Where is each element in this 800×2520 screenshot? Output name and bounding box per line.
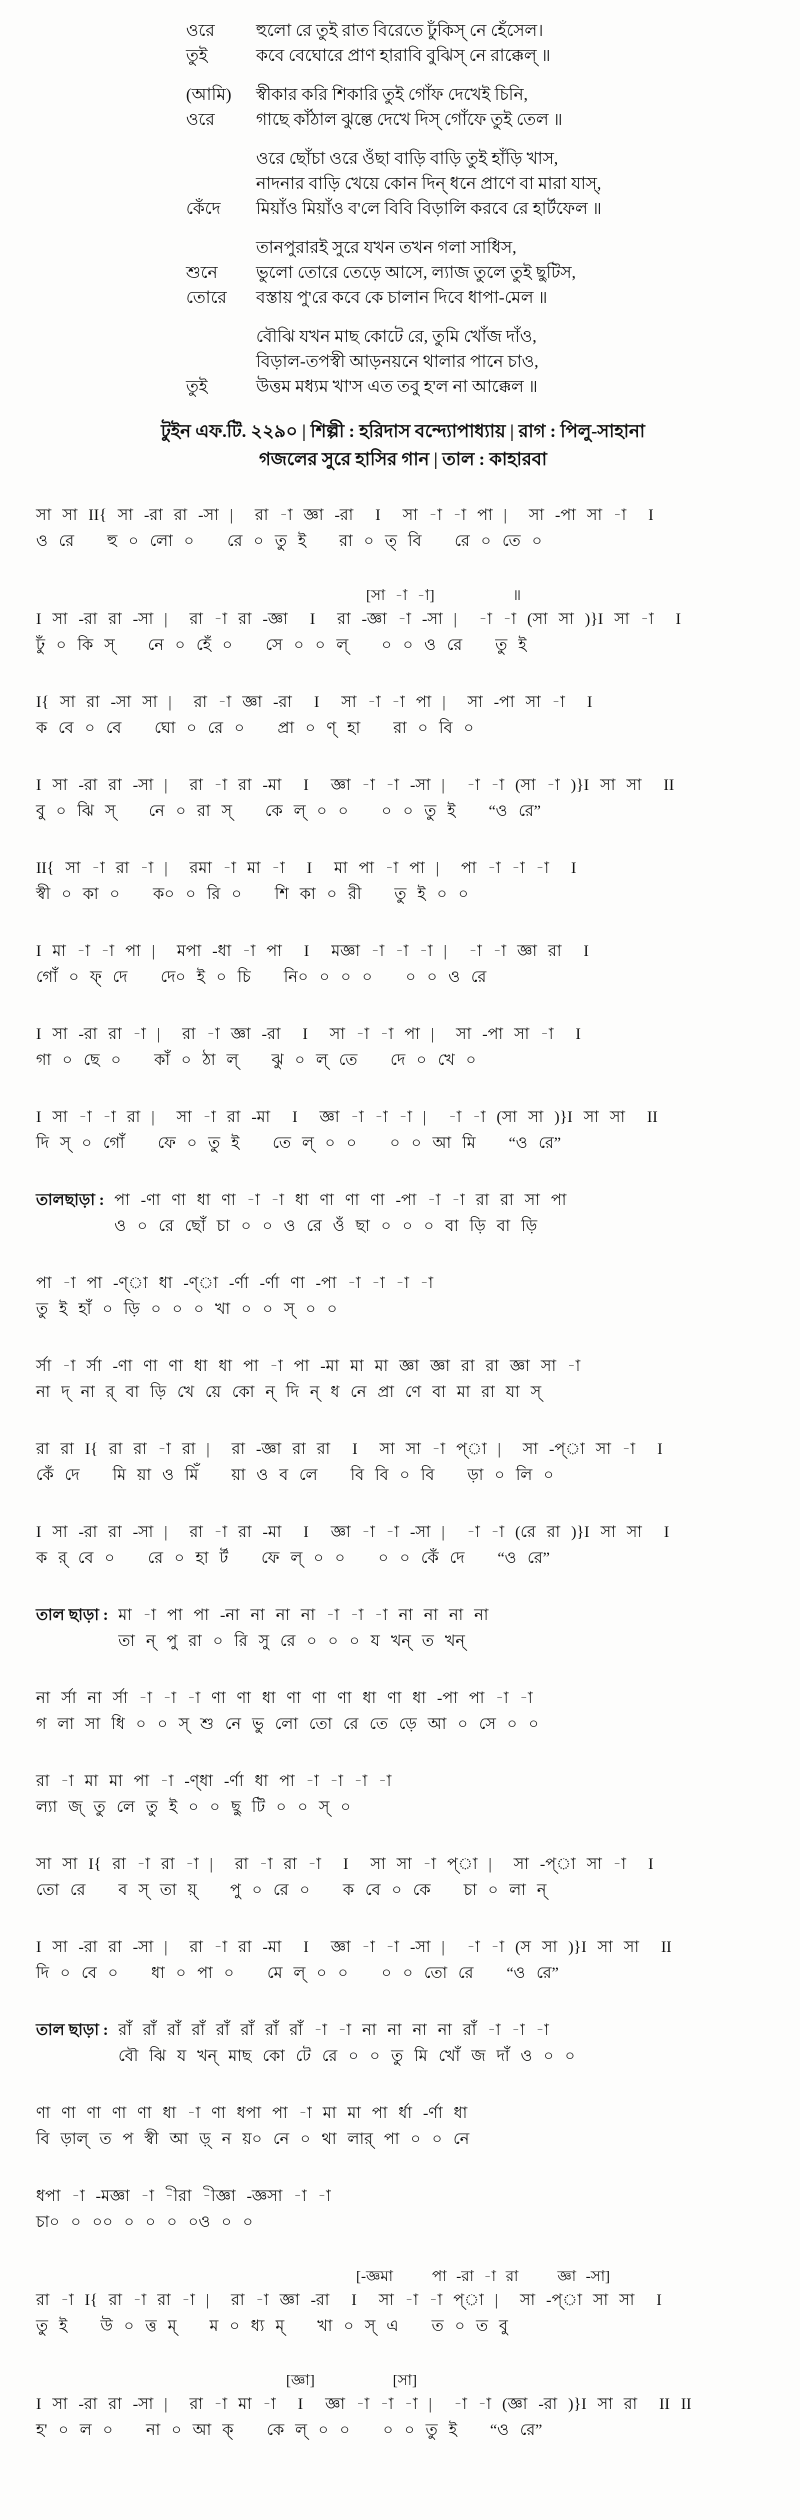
notation-notes-line: II{ সা -া রা -া | রমা -া মা -া I মা পা -া পা | পা -া -া -া I [36, 860, 577, 877]
notation-notes-line: I সা -রা রা -সা | রা -া রা -মা I জ্ঞা -া -া -সা | -া -া (স সা )}I সা সা II [36, 1939, 672, 1956]
notation-main [36, 1686, 770, 1738]
notation-syllable-line: বি ড়াল্ ত প স্বী আ ড়্ ন য়০ নে ০ থা লার্ পা ০ ০ নে [36, 2131, 470, 2148]
notation-block [36, 1105, 770, 1157]
notation-block [36, 503, 770, 555]
notation-block [36, 690, 770, 742]
lyric-line-text: মিয়াঁও মিয়াঁও ব'লে বিবি বিড়ালি করবে রে হার্টফেল ॥ [256, 199, 602, 218]
notation-notes-line: সা সা II{ সা -রা রা -সা | রা -া জ্ঞা -রা I সা -া -া পা | সা -পা সা -া I [36, 507, 654, 524]
notation-block [36, 1852, 770, 1904]
lyric-line [186, 196, 770, 221]
lyric-line [186, 107, 770, 132]
notation-syllable-line: ও ০ রে ছোঁ চা ০ ০ ও রে ওঁ ছা ০ ০ ০ বা ড়ি বা ড়ি [114, 1218, 538, 1235]
notation-lines [36, 1935, 770, 1987]
notation-block [36, 773, 770, 825]
notation-main [36, 1603, 770, 1655]
notation-notes-line: I{ সা রা -সা সা | রা -া জ্ঞা -রা I সা -া -া পা | সা -পা সা -া I [36, 694, 593, 711]
notation-notes-line: পা -া পা -ণ্া ধা -ণ্া -র্ণা -র্ণা ণা -পা -া -া -া -া [36, 1275, 434, 1292]
notation-block [36, 939, 770, 991]
lyric-line [186, 43, 770, 68]
notation-main [36, 690, 770, 742]
notation-main [36, 607, 770, 659]
notation-syllable-line: কেঁ দে মি য়া ও মিঁ য়া ও ব লে বি বি ০ বি ড়া ০ লি ০ [36, 1467, 554, 1484]
notation-block [36, 1437, 770, 1489]
lyric-line-text: কবে বেঘোরে প্রাণ হারাবি বুঝিস্ নে রাক্কেল্ ॥ [256, 46, 551, 65]
notation-syllable-line: না দ্ না র্ বা ড়ি খে য়ে কো ন্ দি ন্ ধ নে প্রা ণে বা মা রা যা স্ [36, 1384, 542, 1401]
notation-syllable-line: বৌ ঝি য খন্ মাছ কো টে রে ০ ০ তু মি খোঁ জ দাঁ ও ০ ০ [118, 2048, 576, 2065]
notation-syllable-line: তা ন্ পু রা ০ রি সু রে ০ ০ ০ য খন্ ত খন্ [118, 1633, 465, 1650]
lyric-line-text: বৌঝি যখন মাছ কোটে রে, তুমি খোঁজ দাঁও, [256, 327, 537, 346]
notation-block [36, 2371, 770, 2444]
notation-block [36, 2101, 770, 2153]
notation-syllable-line: ক র্ বে ০ রে ০ হা র্ট ফে ল্ ০ ০ ০ ০ কেঁ দে “ও রে” [36, 1550, 550, 1567]
lyric-line [186, 374, 770, 399]
notation-notes-line: I সা -রা রা -সা | রা -া রা -মা I জ্ঞা -া -া -সা | -া -া (সা -া )}I সা সা II [36, 777, 675, 794]
lyric-line-label [186, 146, 256, 171]
notation-syllable-line: স্বী ০ কা ০ ক০ ০ রি ০ শি কা ০ রী তু ই ০ ০ [36, 886, 469, 903]
notation-syllable-line: ল্যা জ্ তু লে তু ই ০ ০ ছু টি ০ ০ স্ ০ [36, 1799, 351, 1816]
notation-block [36, 856, 770, 908]
notation-block [36, 2184, 770, 2236]
song-meta-section [36, 417, 770, 473]
notation-main [36, 2288, 770, 2340]
notation-main [36, 1437, 770, 1489]
notation-syllable-line: ও রে হু ০ লো ০ রে ০ তু ই রা ০ ত্ বি রে ০ তে ০ [36, 533, 543, 550]
lyric-stanza [186, 82, 770, 132]
notation-lines [118, 2018, 770, 2070]
notation-lines [36, 1437, 770, 1489]
lyric-line [186, 146, 770, 171]
lyric-line [186, 285, 770, 310]
notation-main [36, 1271, 770, 1323]
notation-notes-line: I সা -রা রা -সা | রা -া মা -া I জ্ঞা -া -া -া | -া -া (জ্ঞা -রা )}I সা রা II II [36, 2396, 692, 2413]
notation-main [36, 1188, 770, 1240]
lyric-line-label: তুই [186, 377, 208, 396]
notation-lines [36, 939, 770, 991]
notation-main [36, 2101, 770, 2153]
notation-notes-line: রাঁ রাঁ রাঁ রাঁ রাঁ রাঁ রাঁ রাঁ -া -া না না না না রাঁ -া -া -া [118, 2022, 549, 2039]
notation-notes-line: I সা -রা রা -সা | রা -া রা -মা I জ্ঞা -া -া -সা | -া -া (রে রা )}I সা সা I [36, 1524, 670, 1541]
lyric-line-text: গাছে কাঁঠাল ঝুল্তে দেখে দিস্ গোঁফে তুই তেল ॥ [256, 110, 563, 129]
notation-section-label: তাল ছাড়া : [36, 1607, 109, 1624]
notation-block [36, 1935, 770, 1987]
notation-block [36, 586, 770, 659]
lyric-line [186, 171, 770, 196]
lyric-line-label: তুই [186, 46, 208, 65]
lyric-stanza [186, 146, 770, 221]
lyric-line [186, 260, 770, 285]
notation-overline: [সা -া -া] ॥ [366, 588, 521, 604]
notation-syllable-line: ঢুঁ ০ কি স্ নে ০ হেঁ ০ সে ০ ০ ল্ ০ ০ ও রে তু ই [36, 637, 527, 654]
notation-lines [36, 856, 770, 908]
lyric-line-text: ওরে ছোঁচা ওরে ওঁছা বাড়ি বাড়ি তুই হাঁড়ি খাস, [256, 149, 559, 168]
lyric-line [186, 18, 770, 43]
notation-syllable-line: বু ০ ঝি স্ নে ০ রা স্ কে ল্ ০ ০ ০ ০ তু ই “ও রে” [36, 803, 541, 820]
lyric-line-text: বিড়াল-তপস্বী আড়নয়নে থালার পানে চাও, [256, 352, 539, 371]
notation-lines [118, 1603, 770, 1655]
notation-lines [36, 2392, 770, 2444]
notation-notes-line: রা রা I{ রা রা -া রা | রা -জ্ঞা রা রা I সা সা -া প্া | সা -প্া সা -া I [36, 1441, 663, 1458]
notation-main [36, 503, 770, 555]
notation-notes-line: র্সা -া র্সা -ণা ণা ণা ধা ধা পা -া পা -মা মা মা জ্ঞা জ্ঞা রা রা জ্ঞা সা -া [36, 1358, 581, 1375]
notation-main [36, 939, 770, 991]
notation-main [36, 1852, 770, 1904]
notation-main [36, 856, 770, 908]
lyric-line-label: শুনে [186, 263, 218, 282]
genre-taal-line: গজলের সুরে হাসির গান | তাল : কাহারবা [258, 449, 548, 469]
notation-block [36, 1686, 770, 1738]
notation-notes-line: I সা -রা রা -া | রা -া জ্ঞা -রা I সা -া -া পা | সা -পা সা -া I [36, 1026, 581, 1043]
notation-syllable-line: তু ই উ ০ ত্ত ম্ ম ০ ধ্য ম্ খা ০ স্ এ ত ০ ত বু [36, 2318, 508, 2335]
song-lyrics-section [36, 14, 770, 399]
lyric-line-text: স্বীকার করি শিকারি তুই গোঁফ দেখেই চিনি, [256, 85, 528, 104]
notation-notes-line: I মা -া -া পা | মপা -ধা -া পা I মজ্ঞা -া -া -া | -া -া জ্ঞা রা I [36, 943, 589, 960]
lyric-line-label: ওরে [186, 21, 215, 40]
notation-main [36, 1769, 770, 1821]
notation-notes-line: রা -া মা মা পা -া -ণ্ধা -র্ণা ধা পা -া -া -া -া [36, 1773, 392, 1790]
notation-lines [36, 2101, 770, 2153]
notation-block [36, 1354, 770, 1406]
swaralipi-notation-section [36, 503, 770, 2444]
lyric-line-text: হুলো রে তুই রাত বিরেতে ঢুঁকিস্ নে হেঁসেল। [256, 21, 544, 40]
notation-lines [36, 1769, 770, 1821]
notation-main [36, 2018, 770, 2070]
lyric-line-label: তোরে [186, 288, 227, 307]
notation-main [36, 2392, 770, 2444]
notation-overline: [-জ্ঞমা পা -রা -া রা জ্ঞা -সা] [356, 2269, 611, 2285]
lyric-stanza [186, 324, 770, 399]
lyric-line [186, 235, 770, 260]
notation-notes-line: রা -া I{ রা -া রা -া | রা -া জ্ঞা -রা I সা -া -া প্া | সা -প্া সা সা I [36, 2292, 662, 2309]
notation-syllable-line: গোঁ ০ ফ্ দে দে০ ই ০ চি নি০ ০ ০ ০ ০ ০ ও রে [36, 969, 487, 986]
notation-section-label: তালছাড়া : [36, 1192, 105, 1209]
notation-block [36, 1022, 770, 1074]
notation-lines [36, 2184, 770, 2236]
lyric-line-text: ভুলো তোরে তেড়ে আসে, ল্যাজ তুলে তুই ছুটিস, [256, 263, 576, 282]
lyric-line [186, 82, 770, 107]
notation-lines [36, 1022, 770, 1074]
notation-main [36, 2184, 770, 2236]
notation-notes-line: মা -া পা পা -না না না না -া -া -া না না না না [118, 1607, 489, 1624]
lyric-line-label: (আমি) [186, 85, 232, 104]
notation-syllable-line: দি স্ ০ গোঁ ফে ০ তু ই তে ল্ ০ ০ ০ ০ আ মি “ও রে” [36, 1135, 561, 1152]
notation-syllable-line: গ লা সা ধি ০ ০ স্ শু নে ভু লো তো রে তে ড়ে আ ০ সে ০ ০ [36, 1716, 539, 1733]
notation-lines [36, 503, 770, 555]
notation-syllable-line: তু ই হাঁ ০ ড়ি ০ ০ ০ খা ০ ০ স্ ০ ০ [36, 1301, 338, 1318]
notation-block [36, 1769, 770, 1821]
lyric-line [186, 349, 770, 374]
lyric-line-text: উত্তম মধ্যম খা'স এত তবু হ'ল না আক্কেল ॥ [256, 377, 538, 396]
notation-syllable-line: দি ০ বে ০ ধা ০ পা ০ মে ল্ ০ ০ ০ ০ তো রে “ও রে” [36, 1965, 559, 1982]
notation-notes-line: I সা -রা রা -সা | রা -া রা -জ্ঞা I রা -জ্ঞা -া -সা | -া -া (সা সা )}I সা -া I [36, 611, 681, 628]
lyric-line-text: নাদনার বাড়ি খেয়ে কোন দিন্ ধনে প্রাণে বা মারা যাস্, [256, 174, 602, 193]
notation-main [36, 773, 770, 825]
lyric-line-text: বস্তায় পু'রে কবে কে চালান দিবে ধাপা-মেল ॥ [256, 288, 548, 307]
notation-main [36, 1520, 770, 1572]
record-info-line: টুইন এফ.টি. ২২৯০ | শিল্পী : হরিদাস বন্দ্যোপাধ্যায় | রাগ : পিলু-সাহানা [161, 421, 645, 441]
notation-lines [36, 1354, 770, 1406]
lyric-line-label [186, 171, 256, 196]
lyric-line-text: তানপুরারই সুরে যখন তখন গলা সাধিস, [256, 238, 517, 257]
notation-block [36, 2267, 770, 2340]
notation-syllable-line: চা০ ০ ০০ ০ ০ ০ ০ও ০ ০ [36, 2214, 254, 2231]
notation-syllable-line: ক বে ০ বে ঘো ০ রে ০ প্রা ০ ণ্ হা রা ০ বি ০ [36, 720, 474, 737]
notation-block [36, 1603, 770, 1655]
notation-block [36, 1271, 770, 1323]
notation-section-label: তাল ছাড়া : [36, 2022, 109, 2039]
notation-lines [36, 690, 770, 742]
notation-lines [36, 1271, 770, 1323]
notation-main [36, 1022, 770, 1074]
lyric-line-label: কেঁদে [186, 199, 221, 218]
lyric-stanza [186, 18, 770, 68]
notation-lines [36, 773, 770, 825]
notation-notes-line: না র্সা না র্সা -া -া -া ণা ণা ধা ণা ণা ণা ধা ণা ধা -পা পা -া -া [36, 1690, 533, 1707]
notation-notes-line: সা সা I{ রা -া রা -া | রা -া রা -া I সা সা -া প্া | সা -প্া সা -া I [36, 1856, 654, 1873]
notation-syllable-line: হ' ০ ল ০ না ০ আ ক্ কে ল্ ০ ০ ০ ০ তু ই “ও রে” [36, 2422, 543, 2439]
notation-block [36, 1520, 770, 1572]
lyric-line-label [186, 235, 256, 260]
notation-block [36, 1188, 770, 1240]
notation-notes-line: ণা ণা ণা ণা ণা ধা -া ণা ধপা পা -া মা মা পা র্ধা -র্ণা ধা [36, 2105, 468, 2122]
lyric-line-label [186, 349, 256, 374]
notation-main [36, 1935, 770, 1987]
notation-block [36, 2018, 770, 2070]
notation-lines [36, 2288, 770, 2340]
notation-lines [114, 1188, 770, 1240]
notation-lines [36, 1852, 770, 1904]
notation-main [36, 1354, 770, 1406]
notation-notes-line: I সা -া -া রা | সা -া রা -মা I জ্ঞা -া -া -া | -া -া (সা সা )}I সা সা II [36, 1109, 658, 1126]
lyric-line-label: ওরে [186, 110, 215, 129]
notation-lines [36, 607, 770, 659]
notation-lines [36, 1520, 770, 1572]
notation-syllable-line: গা ০ ছে ০ কাঁ ০ ঠা ল্ ঝু ০ ল্ তে দে ০ খে ০ [36, 1052, 477, 1069]
notation-lines [36, 1105, 770, 1157]
notation-lines [36, 1686, 770, 1738]
notation-overline: [জ্ঞা] [সা] [286, 2373, 417, 2389]
notation-main [36, 1105, 770, 1157]
notation-notes-line: পা -ণা ণা ধা ণা -া -া ধা ণা ণা ণা -পা -া -া রা রা সা পা [114, 1192, 567, 1209]
lyric-line [186, 324, 770, 349]
lyric-stanza [186, 235, 770, 310]
notation-syllable-line: তো রে ব স্ তা য়্ পু ০ রে ০ ক বে ০ কে চা ০ লা ন্ [36, 1882, 547, 1899]
notation-notes-line: ধপা -া -মজ্ঞা -া -ীরা -ীজ্ঞা -জ্ঞসা -া -া [36, 2188, 331, 2205]
lyric-line-label [186, 324, 256, 349]
